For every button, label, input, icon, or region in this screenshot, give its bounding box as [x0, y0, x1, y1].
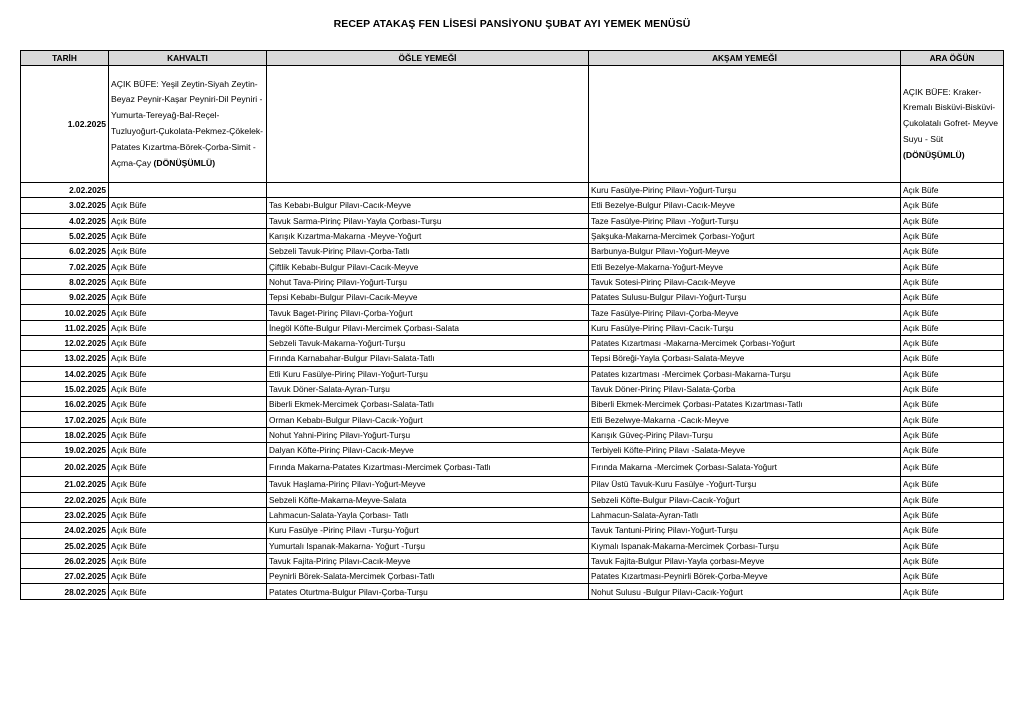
- breakfast-cell: Açık Büfe: [109, 290, 267, 305]
- dinner-cell: Tavuk Fajita-Bulgur Pilavı-Yayla çorbası-Meyve: [589, 553, 901, 568]
- breakfast-text: AÇIK BÜFE: Yeşil Zeytin-Siyah Zeytin-Beyaz Peynir-Kaşar Peyniri-Dil Peyniri -Yumurta-Tereyağ-Bal-Reçel-Tuzluyoğurt-Çukolata-Pekmez-Çökelek-Patates Kızartma-Börek-Çorba-Simit -Açma-Çay: [111, 78, 264, 168]
- date-cell: 1.02.2025: [21, 66, 109, 183]
- dinner-cell: Nohut Sulusu -Bulgur Pilavı-Cacık-Yoğurt: [589, 584, 901, 599]
- dinner-cell: Lahmacun-Salata-Ayran-Tatlı: [589, 507, 901, 522]
- table-row: [21, 397, 1004, 412]
- dinner-cell: Biberli Ekmek-Mercimek Çorbası-Patates Kızartması-Tatlı: [589, 397, 901, 412]
- snack-cell: Açık Büfe: [901, 427, 1004, 442]
- snack-cell: Açık Büfe: [901, 183, 1004, 198]
- lunch-cell: Tavuk Sarma-Pirinç Pilavı-Yayla Çorbası-Turşu: [267, 213, 589, 228]
- lunch-cell: İnegöl Köfte-Bulgur Pilavı-Mercimek Çorbası-Salata: [267, 320, 589, 335]
- lunch-cell: Tavuk Döner-Salata-Ayran-Turşu: [267, 381, 589, 396]
- lunch-cell: [267, 66, 589, 183]
- lunch-cell: Karışık Kızartma-Makarna -Meyve-Yoğurt: [267, 228, 589, 243]
- snack-cell: Açık Büfe: [901, 443, 1004, 458]
- dinner-cell: Tavuk Tantuni-Pirinç Pilavı-Yoğurt-Turşu: [589, 523, 901, 538]
- page-title: RECEP ATAKAŞ FEN LİSESİ PANSİYONU ŞUBAT AYI YEMEK MENÜSÜ: [333, 18, 691, 30]
- breakfast-cell: Açık Büfe: [109, 412, 267, 427]
- dinner-cell: Şakşuka-Makarna-Mercimek Çorbası-Yoğurt: [589, 228, 901, 243]
- date-cell: 26.02.2025: [21, 553, 109, 568]
- table-row: [21, 335, 1004, 350]
- table-row: [21, 244, 1004, 259]
- snack-cell: Açık Büfe: [901, 259, 1004, 274]
- snack-cell: Açık Büfe: [901, 507, 1004, 522]
- lunch-cell: Çiftlik Kebabı-Bulgur Pilavı-Cacık-Meyve: [267, 259, 589, 274]
- date-cell: 21.02.2025: [21, 477, 109, 492]
- rotation-note: (DÖNÜŞÜMLÜ): [903, 149, 965, 160]
- lunch-cell: Tas Kebabı-Bulgur Pilavı-Cacık-Meyve: [267, 198, 589, 213]
- snack-cell: Açık Büfe: [901, 305, 1004, 320]
- lunch-cell: Dalyan Köfte-Pirinç Pilavı-Cacık-Meyve: [267, 443, 589, 458]
- dinner-cell: Karışık Güveç-Pirinç Pilavı-Turşu: [589, 427, 901, 442]
- snack-cell: Açık Büfe: [901, 290, 1004, 305]
- lunch-cell: Sebzeli Köfte-Makarna-Meyve-Salata: [267, 492, 589, 507]
- breakfast-cell: Açık Büfe: [109, 366, 267, 381]
- menu-table: [20, 50, 1004, 600]
- date-cell: 24.02.2025: [21, 523, 109, 538]
- lunch-cell: Nohut Tava-Pirinç Pilavı-Yoğurt-Turşu: [267, 274, 589, 289]
- breakfast-cell: Açık Büfe: [109, 458, 267, 477]
- lunch-cell: Tavuk Haşlama-Pirinç Pilavı-Yoğurt-Meyve: [267, 477, 589, 492]
- breakfast-cell: Açık Büfe: [109, 381, 267, 396]
- date-cell: 12.02.2025: [21, 335, 109, 350]
- table-row: [21, 427, 1004, 442]
- table-row: [21, 198, 1004, 213]
- date-cell: 25.02.2025: [21, 538, 109, 553]
- breakfast-cell: Açık Büfe: [109, 584, 267, 599]
- dinner-cell: Fırında Makarna -Mercimek Çorbası-Salata-Yoğurt: [589, 458, 901, 477]
- table-row: [21, 259, 1004, 274]
- lunch-cell: Sebzeli Tavuk-Pirinç Pilavı-Çorba-Tatlı: [267, 244, 589, 259]
- menu-body: [21, 66, 1004, 600]
- lunch-cell: Patates Oturtma-Bulgur Pilavı-Çorba-Turşu: [267, 584, 589, 599]
- snack-cell: Açık Büfe: [901, 458, 1004, 477]
- table-row: [21, 274, 1004, 289]
- date-cell: 4.02.2025: [21, 213, 109, 228]
- dinner-cell: Etli Bezelye-Makarna-Yoğurt-Meyve: [589, 259, 901, 274]
- lunch-cell: Tepsi Kebabı-Bulgur Pilavı-Cacık-Meyve: [267, 290, 589, 305]
- breakfast-cell: Açık Büfe: [109, 274, 267, 289]
- snack-cell: [901, 66, 1004, 183]
- dinner-cell: Tepsi Böreği-Yayla Çorbası-Salata-Meyve: [589, 351, 901, 366]
- table-row: [21, 305, 1004, 320]
- table-row: [21, 213, 1004, 228]
- lunch-cell: Fırında Karnabahar-Bulgur Pilavı-Salata-Tatlı: [267, 351, 589, 366]
- date-cell: 8.02.2025: [21, 274, 109, 289]
- date-cell: 7.02.2025: [21, 259, 109, 274]
- dinner-cell: Patates Kızartması -Makarna-Mercimek Çorbası-Yoğurt: [589, 335, 901, 350]
- table-row: [21, 492, 1004, 507]
- table-row: [21, 458, 1004, 477]
- dinner-cell: Patates Sulusu-Bulgur Pilavı-Yoğurt-Turşu: [589, 290, 901, 305]
- breakfast-cell: Açık Büfe: [109, 492, 267, 507]
- date-cell: 28.02.2025: [21, 584, 109, 599]
- table-row: [21, 228, 1004, 243]
- snack-cell: Açık Büfe: [901, 335, 1004, 350]
- table-row: [21, 183, 1004, 198]
- table-row: [21, 381, 1004, 396]
- snack-cell: Açık Büfe: [901, 351, 1004, 366]
- lunch-cell: Tavuk Fajita-Pirinç Pilavı-Cacık-Meyve: [267, 553, 589, 568]
- dinner-cell: Kıymalı Ispanak-Makarna-Mercimek Çorbası-Turşu: [589, 538, 901, 553]
- date-cell: 2.02.2025: [21, 183, 109, 198]
- lunch-cell: Tavuk Baget-Pirinç Pilavı-Çorba-Yoğurt: [267, 305, 589, 320]
- table-row: [21, 443, 1004, 458]
- snack-cell: Açık Büfe: [901, 553, 1004, 568]
- dinner-cell: Kuru Fasülye-Pirinç Pilavı-Cacık-Turşu: [589, 320, 901, 335]
- table-row: [21, 366, 1004, 381]
- snack-cell: Açık Büfe: [901, 320, 1004, 335]
- snack-cell: Açık Büfe: [901, 244, 1004, 259]
- breakfast-cell: Açık Büfe: [109, 335, 267, 350]
- lunch-cell: Orman Kebabı-Bulgur Pilavı-Cacık-Yoğurt: [267, 412, 589, 427]
- breakfast-cell: Açık Büfe: [109, 397, 267, 412]
- date-cell: 3.02.2025: [21, 198, 109, 213]
- table-row: [21, 351, 1004, 366]
- table-row: [21, 412, 1004, 427]
- date-cell: 9.02.2025: [21, 290, 109, 305]
- date-cell: 23.02.2025: [21, 507, 109, 522]
- header-date: TARİH: [21, 51, 109, 66]
- lunch-cell: [267, 183, 589, 198]
- date-cell: 14.02.2025: [21, 366, 109, 381]
- dinner-cell: Etli Bezelwye-Makarna -Cacık-Meyve: [589, 412, 901, 427]
- date-cell: 11.02.2025: [21, 320, 109, 335]
- table-row: [21, 477, 1004, 492]
- dinner-cell: Tavuk Sotesi-Pirinç Pilavı-Cacık-Meyve: [589, 274, 901, 289]
- breakfast-cell: Açık Büfe: [109, 553, 267, 568]
- breakfast-cell: Açık Büfe: [109, 244, 267, 259]
- table-row: [21, 584, 1004, 599]
- breakfast-cell: Açık Büfe: [109, 305, 267, 320]
- snack-cell: Açık Büfe: [901, 538, 1004, 553]
- lunch-cell: Lahmacun-Salata-Yayla Çorbası- Tatlı: [267, 507, 589, 522]
- breakfast-cell: Açık Büfe: [109, 507, 267, 522]
- dinner-cell: Taze Fasülye-Pirinç Pilavı -Yoğurt-Turşu: [589, 213, 901, 228]
- table-row: [21, 569, 1004, 584]
- lunch-cell: Yumurtalı Ispanak-Makarna- Yoğurt -Turşu: [267, 538, 589, 553]
- lunch-cell: Fırında Makarna-Patates Kızartması-Mercimek Çorbası-Tatlı: [267, 458, 589, 477]
- snack-cell: Açık Büfe: [901, 523, 1004, 538]
- table-row: [21, 553, 1004, 568]
- table-row: [21, 538, 1004, 553]
- date-cell: 5.02.2025: [21, 228, 109, 243]
- snack-cell: Açık Büfe: [901, 397, 1004, 412]
- breakfast-cell: Açık Büfe: [109, 259, 267, 274]
- dinner-cell: Pilav Üstü Tavuk-Kuru Fasülye -Yoğurt-Turşu: [589, 477, 901, 492]
- header-snack: ARA ÖĞÜN: [901, 51, 1004, 66]
- lunch-cell: Sebzeli Tavuk-Makarna-Yoğurt-Turşu: [267, 335, 589, 350]
- dinner-cell: Kuru Fasülye-Pirinç Pilavı-Yoğurt-Turşu: [589, 183, 901, 198]
- table-row: [21, 66, 1004, 183]
- breakfast-cell: [109, 183, 267, 198]
- dinner-cell: Patates Kızartması-Peynirli Börek-Çorba-Meyve: [589, 569, 901, 584]
- date-cell: 15.02.2025: [21, 381, 109, 396]
- lunch-cell: Kuru Fasülye -Pirinç Pilavı -Turşu-Yoğurt: [267, 523, 589, 538]
- snack-cell: Açık Büfe: [901, 492, 1004, 507]
- header-breakfast: KAHVALTI: [109, 51, 267, 66]
- breakfast-cell: Açık Büfe: [109, 198, 267, 213]
- dinner-cell: Taze Fasülye-Pirinç Pilavı-Çorba-Meyve: [589, 305, 901, 320]
- dinner-cell: Patates kızartması -Mercimek Çorbası-Makarna-Turşu: [589, 366, 901, 381]
- lunch-cell: Nohut Yahni-Pirinç Pilavı-Yoğurt-Turşu: [267, 427, 589, 442]
- header-lunch: ÖĞLE YEMEĞİ: [267, 51, 589, 66]
- lunch-cell: Etli Kuru Fasülye-Pirinç Pilavı-Yoğurt-Turşu: [267, 366, 589, 381]
- snack-cell: Açık Büfe: [901, 584, 1004, 599]
- date-cell: 20.02.2025: [21, 458, 109, 477]
- breakfast-cell: [109, 66, 267, 183]
- breakfast-cell: Açık Büfe: [109, 427, 267, 442]
- snack-cell: Açık Büfe: [901, 477, 1004, 492]
- rotation-note: (DÖNÜŞÜMLÜ): [153, 157, 216, 168]
- breakfast-cell: Açık Büfe: [109, 213, 267, 228]
- table-row: [21, 290, 1004, 305]
- dinner-cell: Barbunya-Bulgur Pilavı-Yoğurt-Meyve: [589, 244, 901, 259]
- table-row: [21, 507, 1004, 522]
- dinner-cell: [589, 66, 901, 183]
- date-cell: 16.02.2025: [21, 397, 109, 412]
- header-dinner: AKŞAM YEMEĞİ: [589, 51, 901, 66]
- date-cell: 22.02.2025: [21, 492, 109, 507]
- date-cell: 17.02.2025: [21, 412, 109, 427]
- breakfast-cell: Açık Büfe: [109, 569, 267, 584]
- breakfast-cell: Açık Büfe: [109, 523, 267, 538]
- snack-text: AÇIK BÜFE: Kraker-Kremalı Bisküvi-Bisküvi-Çukolatalı Gofret- Meyve Suyu - Süt: [903, 86, 999, 144]
- header-row: [21, 51, 1004, 66]
- breakfast-cell: Açık Büfe: [109, 477, 267, 492]
- breakfast-cell: Açık Büfe: [109, 538, 267, 553]
- snack-cell: Açık Büfe: [901, 274, 1004, 289]
- date-cell: 18.02.2025: [21, 427, 109, 442]
- dinner-cell: Terbiyeli Köfte-Pirinç Pilavı -Salata-Meyve: [589, 443, 901, 458]
- dinner-cell: Sebzeli Köfte-Bulgur Pilavı-Cacık-Yoğurt: [589, 492, 901, 507]
- table-row: [21, 320, 1004, 335]
- snack-cell: Açık Büfe: [901, 412, 1004, 427]
- snack-cell: Açık Büfe: [901, 366, 1004, 381]
- date-cell: 19.02.2025: [21, 443, 109, 458]
- breakfast-cell: Açık Büfe: [109, 320, 267, 335]
- breakfast-cell: Açık Büfe: [109, 443, 267, 458]
- snack-cell: Açık Büfe: [901, 228, 1004, 243]
- lunch-cell: Peynirli Börek-Salata-Mercimek Çorbası-Tatlı: [267, 569, 589, 584]
- snack-cell: Açık Büfe: [901, 381, 1004, 396]
- date-cell: 27.02.2025: [21, 569, 109, 584]
- snack-cell: Açık Büfe: [901, 213, 1004, 228]
- table-row: [21, 523, 1004, 538]
- breakfast-cell: Açık Büfe: [109, 351, 267, 366]
- dinner-cell: Etli Bezelye-Bulgur Pilavı-Cacık-Meyve: [589, 198, 901, 213]
- lunch-cell: Biberli Ekmek-Mercimek Çorbası-Salata-Tatlı: [267, 397, 589, 412]
- breakfast-cell: Açık Büfe: [109, 228, 267, 243]
- dinner-cell: Tavuk Döner-Pirinç Pilavı-Salata-Çorba: [589, 381, 901, 396]
- date-cell: 13.02.2025: [21, 351, 109, 366]
- snack-cell: Açık Büfe: [901, 198, 1004, 213]
- date-cell: 6.02.2025: [21, 244, 109, 259]
- date-cell: 10.02.2025: [21, 305, 109, 320]
- snack-cell: Açık Büfe: [901, 569, 1004, 584]
